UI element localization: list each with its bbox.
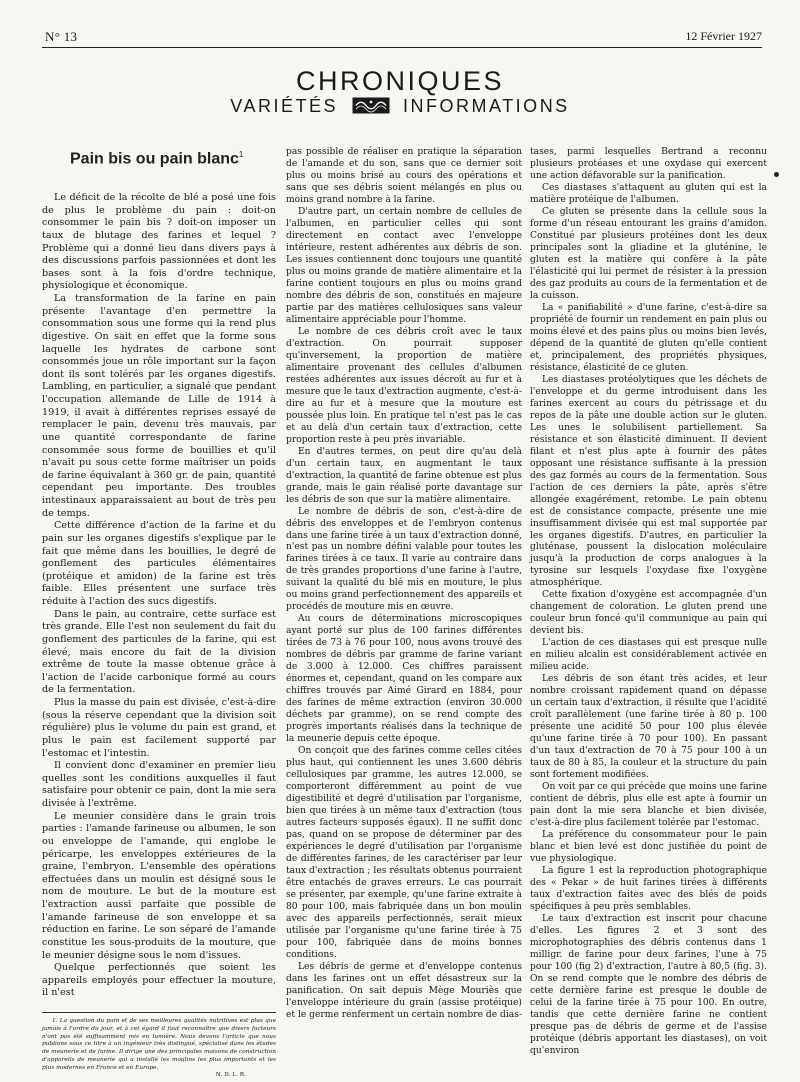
paragraph: Ce gluten se présente dans la cellule sous la forme d'un réseau entourant les grains d'amidon. Constitué par plusieurs protéines dont les deux principales sont la gliadine et la gluténine, le gluten est la matière qui confère à la pâte l'élasticité qui lui permet de résister à la pression des gaz produits au cours de la fermentation et de la cuisson. — [530, 206, 767, 301]
issue-number: N° 13 — [45, 29, 78, 44]
paragraph: Ces diastases s'attaquent au gluten qui est la matière protéique de l'albumen. — [530, 182, 767, 205]
paragraph: La « panifiabilité » d'une farine, c'est-à-dire sa propriété de fournir un rendement en pain plus ou moins élevé et des pains plus ou moins bien levés, dépend de la quantité de gluten qu'elle contient et, principalement, des propriétés physiques, résistance, élasticité de ce gluten. — [530, 302, 767, 373]
paragraph: Cette différence d'action de la farine et du pain sur les organes digestifs s'explique par le fait que même dans les bouillies, le degré de gonflement des particules élémentaires (protéique et amidon) de la farine est très faible. Elles présentent une surface très réduite à l'action des sucs digestifs. — [42, 520, 276, 607]
paragraph: Le meunier considère dans le grain trois parties : l'amande farineuse ou albumen, le son ou enveloppe de l'amande, qui englobe le péricarpe, les enveloppes extérieures de la graine, l'embryon. L'ensemble des opérations effectuées dans un moulin est désigné sous le nom de mouture. Le but de la mouture est l'extraction aussi parfaite que possible de l'amande farineuse de son enveloppe et sa réduction en farine. Le son séparé de l'amande constitue les sous-produits de la mouture, que le meunier désigne sous le nom d'issues. — [42, 810, 276, 961]
paragraph: tases, parmi lesquelles Bertrand a reconnu plusieurs protéases et une oxydase qui exercent une action défavorable sur la panification. — [530, 147, 767, 181]
paragraph: Il convient donc d'examiner en premier lieu quelles sont les conditions auxquelles il faut satisfaire pour obtenir ce pain, dont la mie sera divisée à l'extrême. — [42, 760, 276, 809]
paragraph: Le nombre de débris de son, c'est-à-dire de débris des enveloppes et de l'embryon contenus dans une farine tirée à un taux d'extraction donné, n'est pas un nombre défini valable pour toutes les farines tirées à ce taux. Il varie au contraire dans de très grandes proportions d'une farine à l'autre, suivant la qualité du blé mis en mouture, le plus ou moins grand perfectionnement des appareils et procédés de mouture mis en œuvre. — [286, 506, 522, 613]
paragraph: L'action de ces diastases qui est presque nulle en milieu alcalin est considérablement activée en milieu acide. — [530, 638, 767, 673]
masthead-subtitle — [0, 96, 800, 117]
paragraph: La préférence du consommateur pour le pain blanc et bien levé est donc justifiée du point de vue physiologique. — [530, 830, 767, 865]
paragraph: La figure 1 est la reproduction photographique des « Pekar » de huit farines tirées à différents taux d'extraction faites avec des blés de poids spécifiques à peu près semblables. — [530, 866, 767, 913]
masthead-informations: INFORMATIONS — [403, 96, 570, 116]
paragraph: La transformation de la farine en pain présente l'avantage d'en permettre la consommation sous une forme qui la rend plus digestive. On sait en effet que la forme sous laquelle les hydrates de carbone sont consommés joue un rôle important sur la façon dont ils sont tolérés par les organes digestifs. Lambling, en particulier, a signalé que pendant l'occupation allemande de Lille de 1914 à 1919, il avait à différentes reprises essayé de remplacer le pain, devenu très mauvais, par une quantité correspondante de farine consommée sous forme de bouillies et qu'il n'avait pu sous cette forme maîtriser un poids de farine équivalant à 360 gr. de pain, quantité cependant peu importante. Des troubles intestinaux apparaissaient au bout de très peu de temps. — [42, 293, 276, 519]
paragraph: Le taux d'extraction est inscrit pour chacune d'elles. Les figures 2 et 3 sont des microphotographies des débris contenus dans 1 milligr. de farine pour deux farines, l'une à 75 pour 100 (fig 2) d'extraction, l'autre à 80,5 (fig. 3). On se rend compte que le nombre des débris de cette dernière farine est presque le double de celui de la farine tirée à 75 pour 100. En outre, tandis que cette dernière farine ne contient presque pas de débris de germe et de l'assise protéique (débris apportant les diastases), on voit qu'environ — [530, 914, 767, 1056]
paragraph: Quelque perfectionnés que soient les appareils employés pour effectuer la mouture, il n'est — [42, 962, 276, 999]
paragraph: Le nombre de ces débris croît avec le taux d'extraction. On pourrait supposer qu'inversement, la proportion de matière alimentaire provenant des cellules d'albumen restées adhérentes aux issues décroît au fur et à mesure que le taux d'extraction augmente, c'est-à-dire au fur et à mesure que la mouture est poussée plus loin. En pratique tel n'est pas le cas et au delà d'un certain taux d'extraction, cette proportion reste à peu près invariable. — [286, 326, 522, 445]
paragraph: Le déficit de la récolte de blé a posé une fois de plus le problème du pain : doit-on consommer le pain bis ? doit-on imposer un taux de blutage des farines et lequel ? Problème qui a donné lieu dans divers pays à des discussions parfois passionnées et dont les bases sont à la fois d'ordre technique, physiologique et économique. — [42, 192, 276, 292]
paragraph: Cette fixation d'oxygène est accompagnée d'un changement de coloration. Le gluten prend une couleur brun foncé qu'il communique au pain qui devient bis. — [530, 590, 767, 637]
column-2 — [286, 147, 522, 1022]
footnote-rule — [42, 1012, 276, 1013]
column-1 — [42, 192, 276, 1000]
paragraph: Dans le pain, au contraire, cette surface est très grande. Elle l'est non seulement du fait du gonflement des particules de la farine, qui est élevé, mais encore du fait de la division extrême de toute la masse obtenue grâce à l'action de l'acide carbonique formé au cours de la fermentation. — [42, 608, 276, 696]
header-rule — [42, 47, 762, 48]
paragraph: Les diastases protéolytiques que les déchets de l'enveloppe et du germe introduisent dans les farines exercent au cours du pétrissage et du repos de la pâte une double action sur le gluten. Les unes le solubilisent partiellement. Sa résistance et son élasticité diminuent. Il devient filant et n'est plus apte à fournir des pâtes opposant une résistance suffisante à la pression des gaz formés au cours de la fermentation. Sous l'action de ces derniers la pâte, après s'être allongée exagérément, retombe. Le pain obtenu est de consistance compacte, présente une mie insuffisamment divisée qui est mal supportée par les organes digestifs. D'autres, en particulier la gluténase, poussent la dislocation moléculaire jusqu'à la production de corps analogues à la tyrosine sur lesquels l'oxydase fixe l'oxygène atmosphérique. — [530, 374, 767, 589]
footnote-text: 1. La question du pain et de ses meilleures qualités nutritives est plus que jamais à l'ordre du jour, et à cet égard il faut reconnaître que divers facteurs n'ont pas été suffisamment mis en lumière. Nous devons l'article que nous publions sous ce titre à un ingénieur très distingué, spécialisé dans les études de meunerie et de farine. Il dirige une des principales maisons de construction d'appareils de meunerie qui a installé les moulins les plus importants et les plus modernes en France et en Europe. — [42, 1018, 276, 1071]
paragraph: Au cours de déterminations microscopiques ayant porté sur plus de 100 farines différentes tirées de 73 à 76 pour 100, nous avons trouvé des nombres de débris par gramme de farine variant de 3.000 à 12.000. Ces chiffres paraissent énormes et, cependant, quand on les compare aux chiffres trouvés par Aimé Girard en 1884, pour des farines de même extraction (environ 30.000 déchets par gramme), on se rend compte des progrès importants réalisés dans la technique de la meunerie depuis cette époque. — [286, 614, 522, 745]
title-footnote-mark: 1 — [238, 150, 244, 159]
masthead-chroniques: CHRONIQUES — [295, 66, 504, 96]
paragraph: Plus la masse du pain est divisée, c'est-à-dire (sous la réserve cependant que la division soit régulière) plus le volume du pain est grand, et plus le pain est facilement supporté par l'estomac et l'intestin. — [42, 697, 276, 759]
paragraph: pas possible de réaliser en pratique la séparation de l'amande et du son, sans que ce dernier soit plus ou moins brisé au cours des opérations et sans que ses débris soient mélangés en plus ou moins grand nombre à la farine. — [286, 147, 522, 205]
issue-date: 12 Février 1927 — [685, 29, 762, 43]
column-3 — [530, 147, 767, 1058]
paragraph: Les débris de germe et d'enveloppe contenus dans les farines ont un effet désastreux sur la panification. On sait depuis Mège Mouriès que l'enveloppe intérieure du grain (assise protéique) et le germe renferment un certain nombre de dias- — [286, 961, 522, 1020]
masthead-varietes: VARIÉTÉS — [230, 96, 338, 116]
margin-dot — [774, 172, 779, 177]
article-title — [70, 150, 243, 168]
footnote — [42, 1018, 276, 1080]
paragraph: En d'autres termes, on peut dire qu'au delà d'un certain taux, en augmentant le taux d'extraction, la quantité de farine obtenue est plus grande, mais le gain réalisé porte davantage sur les débris de son que sur la matière alimentaire. — [286, 446, 522, 505]
ornament-logo-icon — [352, 97, 390, 114]
paragraph: On voit par ce qui précède que moins une farine contient de débris, plus elle est apte à fournir un pain dont la mie sera blanche et bien divisée, c'est-à-dire plus facilement tolérée par l'estomac. — [530, 782, 767, 829]
paragraph: Les débris de son étant très acides, et leur nombre croissant rapidement quand on dépasse un certain taux d'extraction, il résulte que l'acidité croît parallèlement (une farine tirée à 80 p. 100 présente une acidité 50 pour 100 plus élevée qu'une farine tirée à 70 pour 100). En passant d'un taux d'extraction de 70 à 75 pour 100 à un taux de 80 à 85, la couleur et la structure du pain sont fortement modifiées. — [530, 674, 767, 781]
paragraph: On conçoit que des farines comme celles citées plus haut, qui contiennent les unes 3.600 débris cellulosiques par gramme, les autres 12.000, se comporteront différemment au point de vue digestibilité et degré d'utilisation par l'organisme, bien que tirées à un même taux d'extraction (tous autres facteurs supposés égaux). Il ne suffit donc pas, quand on se propose de déterminer par des expériences le degré d'utilisation par l'organisme de différentes farines, de les caractériser par leur taux d'extraction ; les résultats obtenus pourraient être entachés de graves erreurs. Le cas pourrait se présenter, par exemple, qu'une farine extraite à 80 pour 100, mais fabriquée dans un bon moulin avec des appareils perfectionnés, serait mieux utilisée par l'organisme qu'une farine tirée à 75 pour 100, fabriquée dans de moins bonnes conditions. — [286, 746, 522, 960]
paragraph: D'autre part, un certain nombre de cellules de l'albumen, en particulier celles qui sont directement en contact avec l'enveloppe intérieure, restent adhérentes aux débris de son. Les issues contiennent donc toujours une quantité plus ou moins grande de matière alimentaire et la farine contient toujours en plus ou moins grand nombre des débris de son, constitués en majeure partie par des matières cellulosiques sans valeur alimentaire appréciable pour l'homme. — [286, 206, 522, 325]
article-title-text: Pain bis ou pain blanc — [70, 150, 239, 168]
footnote-signature: N. D. L. R. — [215, 1072, 246, 1079]
